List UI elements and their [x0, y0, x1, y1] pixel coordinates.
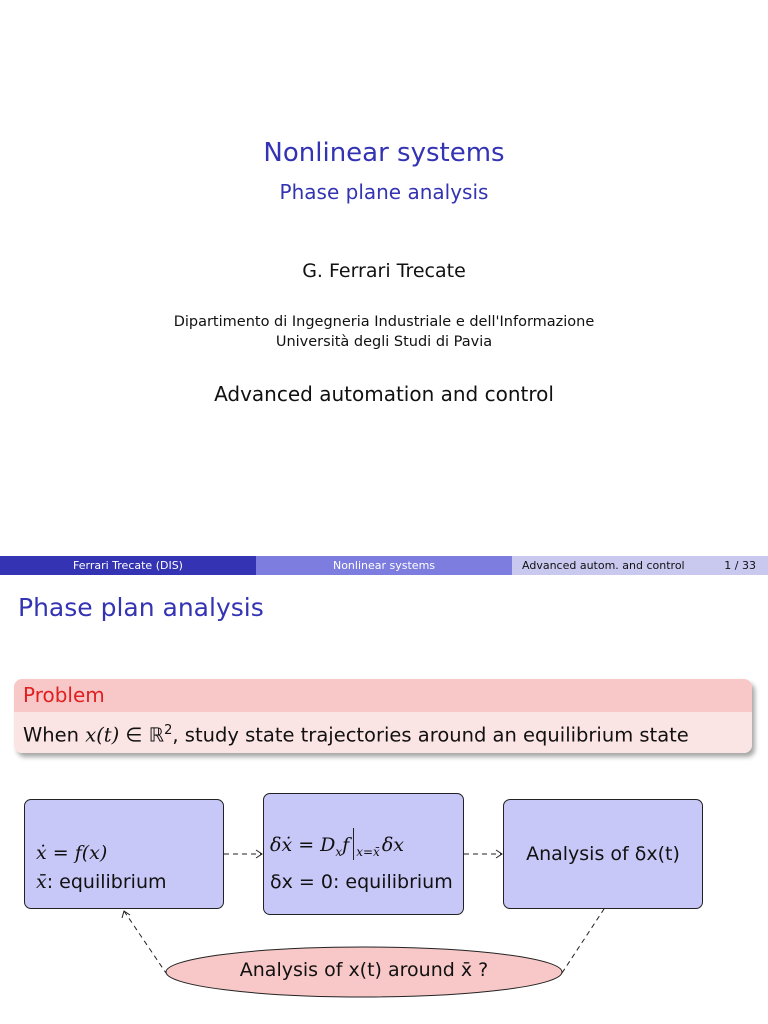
footline-course: Advanced autom. and control: [522, 559, 685, 572]
institute-line-2: Università degli Studi di Pavia: [275, 334, 493, 350]
footline-right: [512, 556, 768, 575]
box-analysis-text: Analysis of δx(t): [526, 843, 680, 865]
box-linearization: [263, 793, 464, 915]
presentation-title: Nonlinear systems: [263, 138, 505, 168]
problem-text-end: , study state trajectories around an equilibrium state: [172, 723, 689, 747]
frame-title: Phase plan analysis: [18, 593, 264, 622]
presentation-subtitle: Phase plane analysis: [279, 180, 489, 204]
page-number: 1 / 33: [724, 559, 756, 572]
institute-line-1: Dipartimento di Ingegneria Industriale e dell'Informazione: [173, 314, 595, 330]
problem-text-start: When: [23, 723, 86, 747]
arrowhead-box2: [256, 850, 262, 858]
author-name: G. Ferrari Trecate: [302, 260, 466, 282]
content-slide: [0, 575, 768, 1024]
footline-author: Ferrari Trecate (DIS): [0, 556, 256, 575]
institute: [0, 312, 768, 352]
ellipse-question: Analysis of x(t) around x̄ ?: [239, 959, 489, 981]
link-ellipse-box1: [124, 911, 166, 973]
box-system-equation: ẋ = f(x): [36, 842, 108, 864]
problem-block-title: Problem: [14, 679, 752, 712]
box-linearization-equilibrium: δx = 0: equilibrium: [270, 870, 453, 893]
box-linearization-equation: δẋ = $D_xf$ $_{x=x̄}$ δx: [270, 828, 463, 867]
box-analysis: [503, 799, 703, 909]
box-system: [24, 799, 224, 909]
evaluation-bar: [353, 828, 354, 860]
problem-in-symbol: ∈: [119, 723, 149, 747]
footline: [0, 556, 768, 575]
footline-title: Nonlinear systems: [256, 556, 512, 575]
box-system-equilibrium: x̄: equilibrium: [36, 871, 167, 893]
problem-reals-symbol: ℝ: [148, 723, 165, 747]
course-name: Advanced automation and control: [214, 382, 554, 406]
link-ellipse-box3: [562, 909, 604, 973]
arrowhead-box3: [496, 850, 502, 858]
problem-x-t: x(t): [85, 723, 120, 747]
problem-exponent: 2: [164, 723, 173, 738]
